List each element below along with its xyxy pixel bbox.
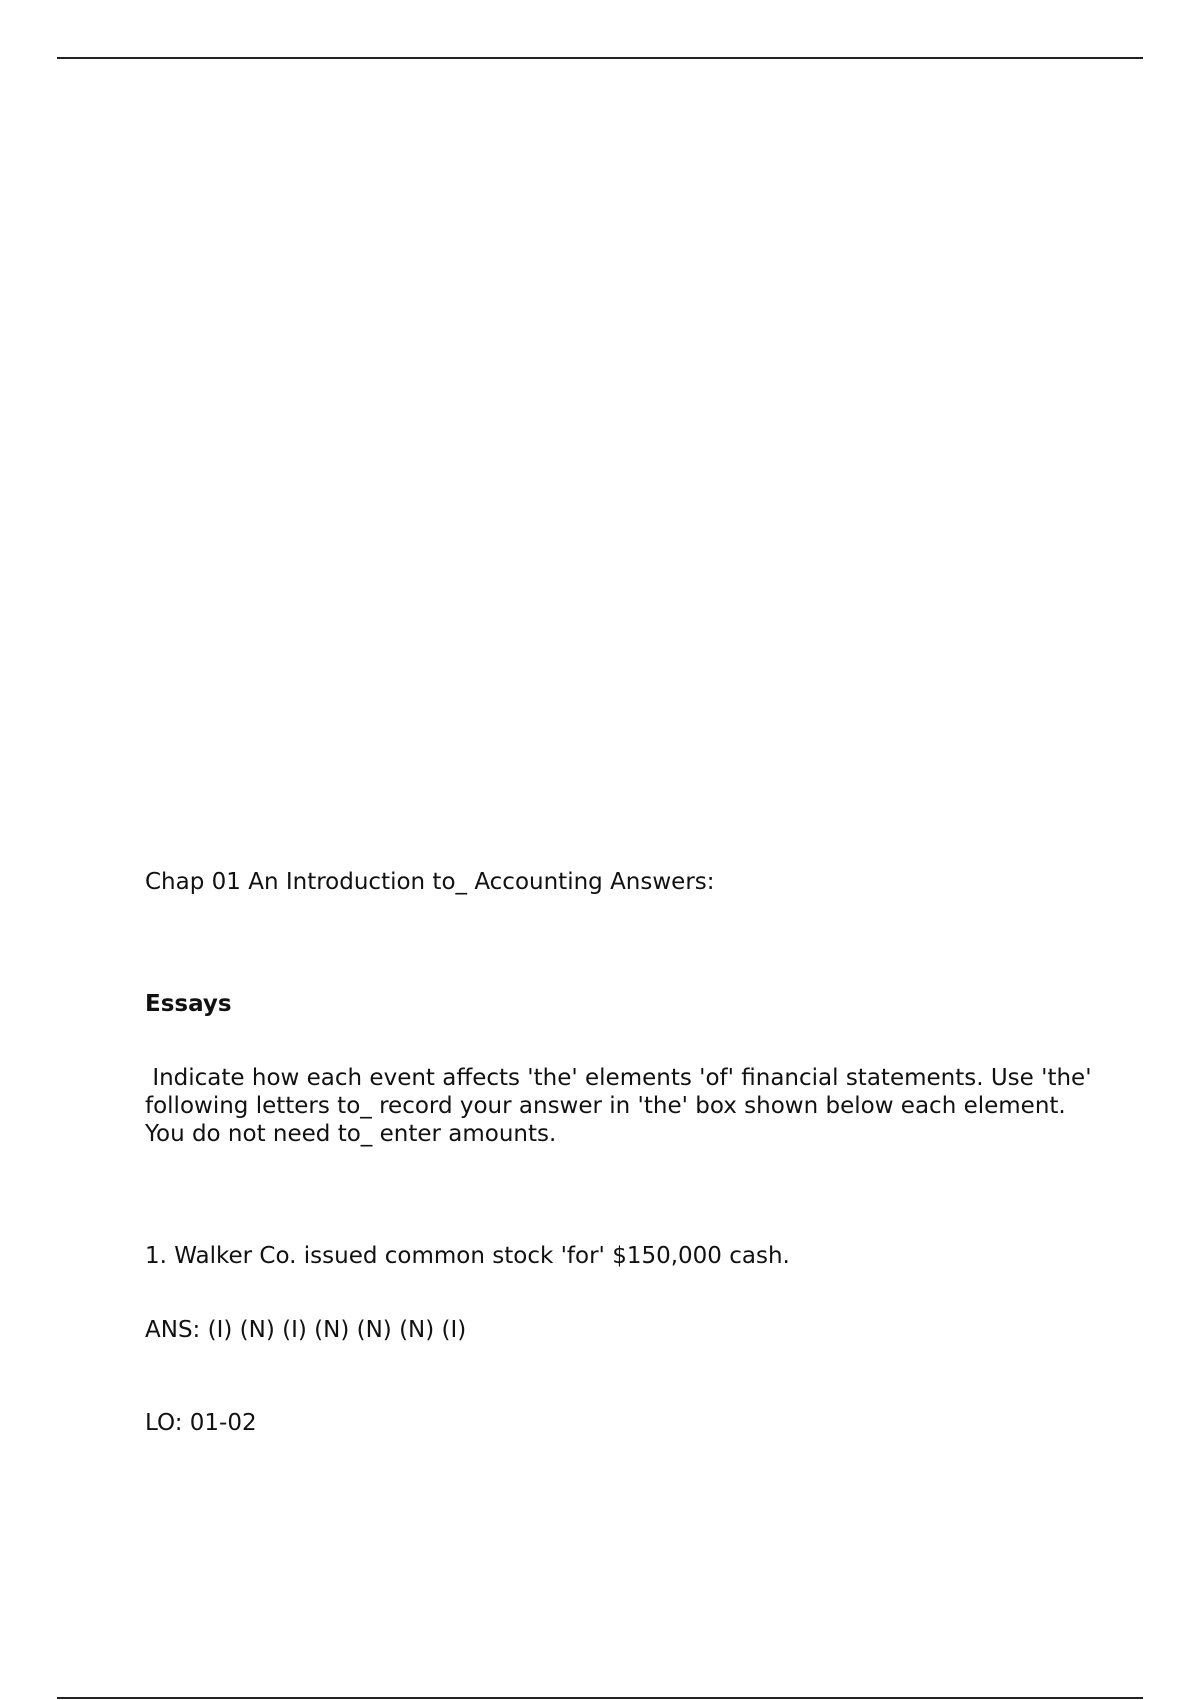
question-text: 1. Walker Co. issued common stock 'for' $150,000 cash. — [145, 1243, 790, 1269]
instructions-paragraph: Indicate how each event affects 'the' elements 'of' financial statements. Use 'the' following letters to_ record your answer in 'the' box shown below each element. You do not need to_ enter amounts. — [145, 1065, 1099, 1147]
page-top-rule — [57, 57, 1143, 59]
document-title: Chap 01 An Introduction to_ Accounting Answers: — [145, 869, 715, 895]
learning-objective: LO: 01-02 — [145, 1410, 257, 1436]
answer-text: ANS: (I) (N) (I) (N) (N) (N) (I) — [145, 1317, 467, 1343]
section-heading: Essays — [145, 991, 232, 1017]
page-bottom-rule — [57, 1697, 1143, 1699]
